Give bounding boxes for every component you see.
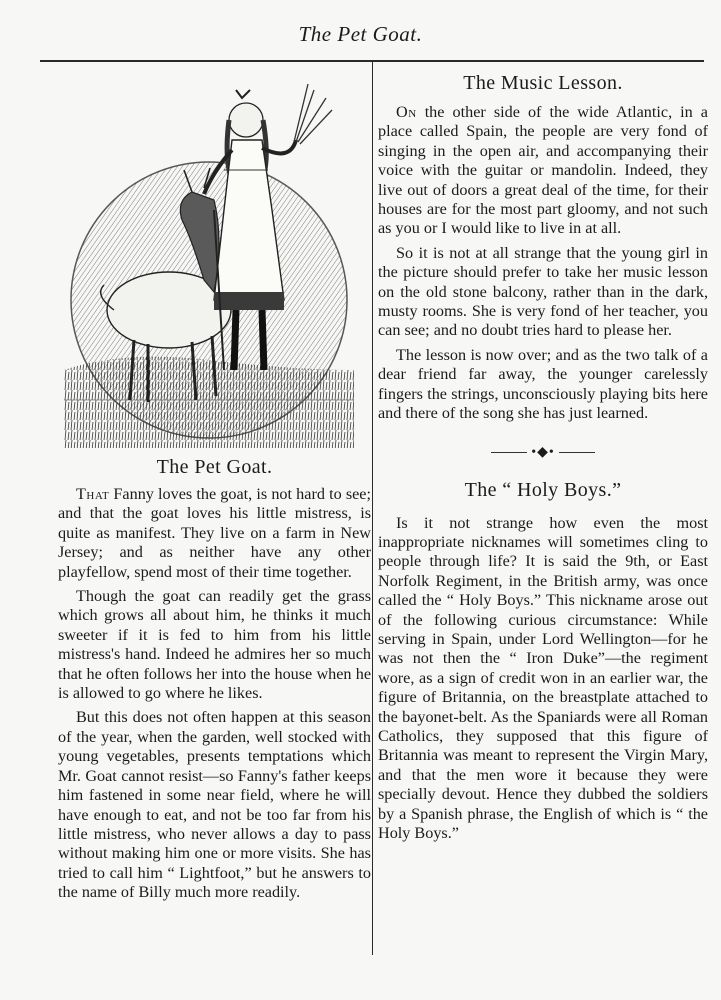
- running-head-title: The Pet Goat.: [298, 22, 423, 46]
- holy-boys-heading: The “ Holy Boys.”: [464, 478, 622, 501]
- right-column: [378, 66, 708, 843]
- illustration-icon: [64, 70, 354, 448]
- pet-goat-heading: The Pet Goat.: [156, 456, 273, 478]
- holy-boys-paragraph-1: Is it not strange how even the most inappropriate nicknames will sometimes cling to people through life? It is said the 9th, or East Norfolk Regiment, in the British army, was once called the “ Holy Boys.” This nickname arose out of the following curious circumstance: While serving in Spain, under Lord Wellington—for he was not then the “ Iron Duke”—the regiment wore, as a sign of credit won in an earlier war, the figure of Britannia, on the breastplate attached to the bayonet-belt. As the Spaniards were all Roman Catholics, they supposed that this figure of Britannia was meant to represent the Virgin Mary, and that the men wore it because they were specially devout. Hence they dubbed the soldiers by a Spanish phrase, the English of which is “ the Holy Boys.”: [378, 513, 708, 842]
- girl-and-goat-illustration: [64, 70, 354, 448]
- music-lesson-paragraph-1: [378, 103, 708, 239]
- ornament-glyph: •◆•: [531, 444, 555, 460]
- pet-goat-paragraph-2: Though the goat can readily get the grass which grows all about him, he thinks it much sweeter if it is fed to him from his little mistress's hand. Indeed he admires her so much that he often follows her into the house when he is allowed to go where he likes.: [58, 587, 371, 703]
- pet-goat-paragraph-1-text: Fanny loves the goat, is not hard to see; and that the goat loves his little mistress, is quite as manifest. They live on a farm in New Jersey; and as neither have any other playfellow, spend most of their time together.: [58, 485, 371, 581]
- music-lesson-paragraph-2: So it is not at all strange that the young girl in the picture should prefer to take her music lesson on the old stone balcony, rather than in the dark, musty rooms. She is very fond of her teacher, you can see; and no doubt tries hard to please her.: [378, 243, 708, 340]
- music-lesson-paragraph-3: The lesson is now over; and as the two talk of a dear friend far away, the younger carelessly fingers the strings, unconsciously playing bits here and there of the song she has just learned.: [378, 345, 708, 423]
- music-lesson-heading: The Music Lesson.: [463, 72, 623, 94]
- ornament-line-right: [559, 452, 595, 453]
- section-ornament: [378, 444, 708, 461]
- pet-goat-paragraph-3: But this does not often happen at this season of the year, when the garden, well stocked with young vegetables, presents temptations which Mr. Goat cannot resist—so Fanny's father keeps him fastened in some near field, where he will have enough to eat, and not be too far from his little mistress, who never allows a day to pass without making him one or more visits. She has tried to call him “ Lightfoot,” but he answers to the name of Billy much more readily.: [58, 708, 371, 902]
- pet-goat-dropcap: That: [76, 485, 110, 503]
- music-lesson-dropcap: On: [396, 103, 417, 121]
- left-column: [58, 60, 371, 903]
- column-divider: [372, 60, 373, 955]
- pet-goat-paragraph-1: [58, 485, 371, 582]
- music-lesson-paragraph-1-text: the other side of the wide Atlantic, in a place called Spain, the people are very fond of singing in the open air, and accompanying their voice with the guitar or mandolin. Indeed, they live out of doors a great deal of the time, for their houses are for the most part gloomy, and not such as you or I would like to live in at all.: [378, 103, 708, 238]
- ornament-line-left: [491, 452, 527, 453]
